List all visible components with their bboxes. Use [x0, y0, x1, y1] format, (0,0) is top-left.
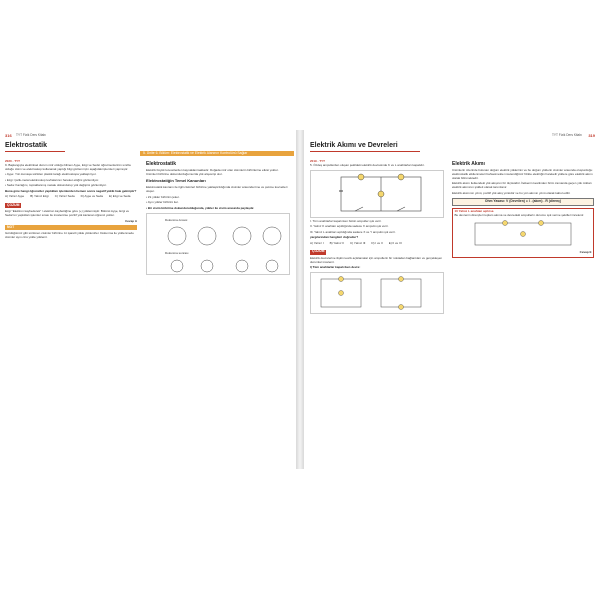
section-heading: Elektrostatik — [146, 161, 177, 167]
question-text: yargılarından hangileri doğrudur? — [310, 235, 359, 240]
statement-3: III. Yalnız L anahtarı açıldığında sadece X ve Y ampulü ışık verir. — [310, 229, 396, 234]
sphere-shape — [263, 227, 281, 245]
exercise-box — [452, 208, 594, 258]
answer-options — [310, 242, 444, 246]
list-item-3: • Bir cisim birbirine dokundurulduğunda, yükler ile cisim arasında paylaşılır. — [146, 205, 255, 210]
bulb-icon — [339, 276, 344, 281]
unit-banner: 5. Ünite 6. Bölüm: Elektrostatik ve Elektrik Alanının Kontrolünü Sağlar — [140, 151, 294, 156]
sphere-shape — [236, 260, 248, 272]
right-column-2 — [452, 160, 594, 258]
bullet-2: • Ezgi: Çelik-metal elektroskop levhalarının hareket ettiğini gözlemliyor. — [5, 177, 99, 182]
bulb-icon — [399, 304, 404, 309]
answer-options — [5, 195, 137, 199]
figure-label-after: Dokunma sonrası — [165, 250, 189, 255]
section-heading-2: Elektrostatiğin Temel Kanunları — [146, 178, 206, 184]
question-tag: 2019 - TYT — [310, 159, 326, 163]
sphere-shape — [201, 260, 213, 272]
solution-text: Ezgi "Elektron kaybederek" / elektron kaybettiğine göre (+) yüklenmiştir. Bütünü Ayşe, Ezgi ve Seda'nın yaptıkları işlemler sırası ile incelenirse pozitif yük kazanan öğrenci yoktur. — [5, 209, 130, 218]
right-column-1 — [310, 160, 444, 316]
list-item-2: • Aynı yükler birbirini iter. — [146, 200, 179, 205]
sphere-diagram — [147, 214, 291, 274]
bullet-3: • Seda: Kazağını, topraklanmış metale dokundurup yük değişimi gözlemliyor. — [5, 183, 107, 188]
option-c: C) Yalnız Seda — [54, 194, 75, 199]
statement-1: I. Tüm anahtarlar kapalı iken bütün ampuller ışık verir. — [310, 218, 382, 223]
sphere-shape — [198, 227, 216, 245]
solution-text: Elektrik devrelerine ilişkin teorik açıklamalar için ampullerin bir noktadan bağlantıları ve gerçekleşen durumlar incelenir. — [310, 255, 443, 264]
bulb-icon — [398, 174, 404, 180]
bulb-icon — [520, 232, 525, 237]
switch-icon — [397, 207, 405, 211]
left-column-1 — [5, 160, 137, 242]
option-a: A) Yalnız Ayşe — [5, 194, 25, 199]
option-d: D) Ayşe ve Seda — [80, 194, 103, 199]
solution-label: ÇÖZÜM — [7, 202, 20, 207]
ohm-law-formula: Ohm Yasası: V (Devrilen) = I . (akım) . R (direnç) — [452, 198, 594, 206]
left-column-2 — [146, 160, 290, 277]
chapter-title: Elektrik Akımı ve Devreleri — [310, 142, 398, 149]
solution-circuit-diagram — [311, 273, 445, 313]
option-e: E) II ve III — [388, 240, 402, 245]
page-number: 319 — [588, 133, 595, 138]
chapter-rule — [5, 151, 65, 152]
option-b: B) Yalnız II — [329, 240, 344, 245]
sphere-shape — [233, 227, 251, 245]
section-paragraph-3: Elektrik akımının yönü, pozitif yük akış yönüdür ve bu yön akımın yönü olarak kabul edilir. — [452, 190, 571, 195]
bulb-icon — [358, 174, 364, 180]
option-e: E) Ezgi ve Seda — [108, 194, 131, 199]
option-c: C) Yalnız III — [349, 240, 366, 245]
running-head: TYT Fizik Ders Kitabı — [16, 133, 47, 137]
section-paragraph-2: Elektrostatik kavramı ile ilgili cisimleri birbirine yaklaştırıldığında cisimler arasında itme ve çekme kuvvetleri oluşur. — [146, 185, 288, 194]
list-item-1: • Zıt yükler birbirini çeker. — [146, 194, 180, 199]
solution-subhead: I) Tüm anahtarlar kapalı iken devre: — [310, 265, 361, 270]
sphere-shape — [168, 227, 186, 245]
exercise-heading: 10 Yalnız L anahtarı açılırsa — [454, 209, 494, 214]
circuit-figure — [310, 170, 444, 218]
bulb-icon — [538, 221, 543, 226]
option-a: A) Yalnız I — [310, 240, 324, 245]
bulb-icon — [378, 191, 384, 197]
bulb-icon — [339, 290, 344, 295]
circuit-wire — [381, 279, 421, 307]
right-page — [304, 130, 600, 469]
figure-label-before: Dokunma öncesi — [165, 217, 188, 222]
section-paragraph-1: Cisimlerin üzerinde bulunan doğum elektrik yüklerinin ve bu doğum yüklerin cisimler arasında oluşturduğu elektrostatik etkilenmeleri bahsetmekte incelendiğimiz fizikte elektriğin hareketli yüklere göre elektrik akımı olarak bilinmektedir. — [452, 168, 593, 180]
sphere-figure — [146, 213, 290, 275]
section-paragraph-2: Elektrik akımı iletkendeki yük akışının bir ölçüsüdür. İletkenin kesitinden birim zamanda geçen yük miktarı elektrik akımının şiddeti olarak tanımlanır. — [452, 181, 592, 190]
sphere-shape — [266, 260, 278, 272]
answer-label: Cevap A — [125, 218, 137, 223]
page-number: 316 — [5, 133, 12, 138]
note-label: NOT — [5, 225, 137, 230]
section-paragraph: Elektrik büyük kuvvetlerden kaynaklanmaktadır. Doğada nötr olan cisimlerin birbirlerine etkisi yoktur. Cisimleri birbirine dokundurduğumuzda yük alışverişi olur. — [146, 168, 279, 176]
statement-2: II. Yalnız K anahtarı açıldığında sadece X ampulü ışık verir. — [310, 224, 389, 229]
bulb-icon — [399, 276, 404, 281]
bullet-1: • Ayşe: Yün kumaşa sürtülen plastik tarağı elektroskopa yaklaştırıyor. — [5, 172, 97, 177]
switch-icon — [355, 207, 363, 211]
circuit-diagram — [311, 171, 445, 217]
running-head: TYT Fizik Ders Kitabı — [551, 133, 582, 137]
book-gutter — [296, 130, 304, 469]
section-heading: Elektrik Akımı — [452, 161, 485, 167]
solution-circuit-figure — [310, 272, 444, 314]
option-b: B) Yalnız Ezgi — [30, 194, 49, 199]
bulb-icon — [502, 221, 507, 226]
question-intro: 5. Özdeş ampullerden oluşan şekildeki elektrik devresinde K ve L anahtarları kapalıdır. — [310, 162, 425, 167]
chapter-rule — [310, 151, 420, 152]
question-text: Buna göre hangi öğrenciler yaptıkları işlemlerden hemen sonra negatif yüklü hale gelmiştir? — [5, 188, 137, 193]
question-intro: 9. Başlangıçta elektriksel durum nötr olduğu bilinen Ayşe, Ezgi ve Sedaʼ öğretmenlerinin sınıfta olduğu cisim ve elektroskop kullanarak yaptığı bilgi gözlemi için aşağıdaki işlemleri yapmıştır. — [5, 162, 131, 171]
book-spread — [0, 130, 600, 469]
chapter-title: Elektrostatik — [5, 142, 48, 149]
left-page — [0, 130, 296, 469]
solution-label: ÇÖZÜM — [312, 249, 325, 254]
answer-label: Cevap E — [579, 250, 592, 255]
exercise-circuit-diagram — [455, 219, 591, 249]
note-text: Gördüğümüz gibi sürtünen cisimler birbirine zıt işaretli yükle yüklenirler. Dokunma ile yüklenmede cisimler aynı cins yükle yüklenir. — [5, 231, 134, 240]
option-d: D) I ve II — [371, 240, 383, 245]
question-tag: 2020 - TYT — [5, 159, 21, 163]
exercise-text: Bu devrenin dirençleri toplam akıma ve devredeki ampullerin durumu ışık verme şekilleri incelenir. — [454, 212, 585, 217]
sphere-shape — [171, 260, 183, 272]
